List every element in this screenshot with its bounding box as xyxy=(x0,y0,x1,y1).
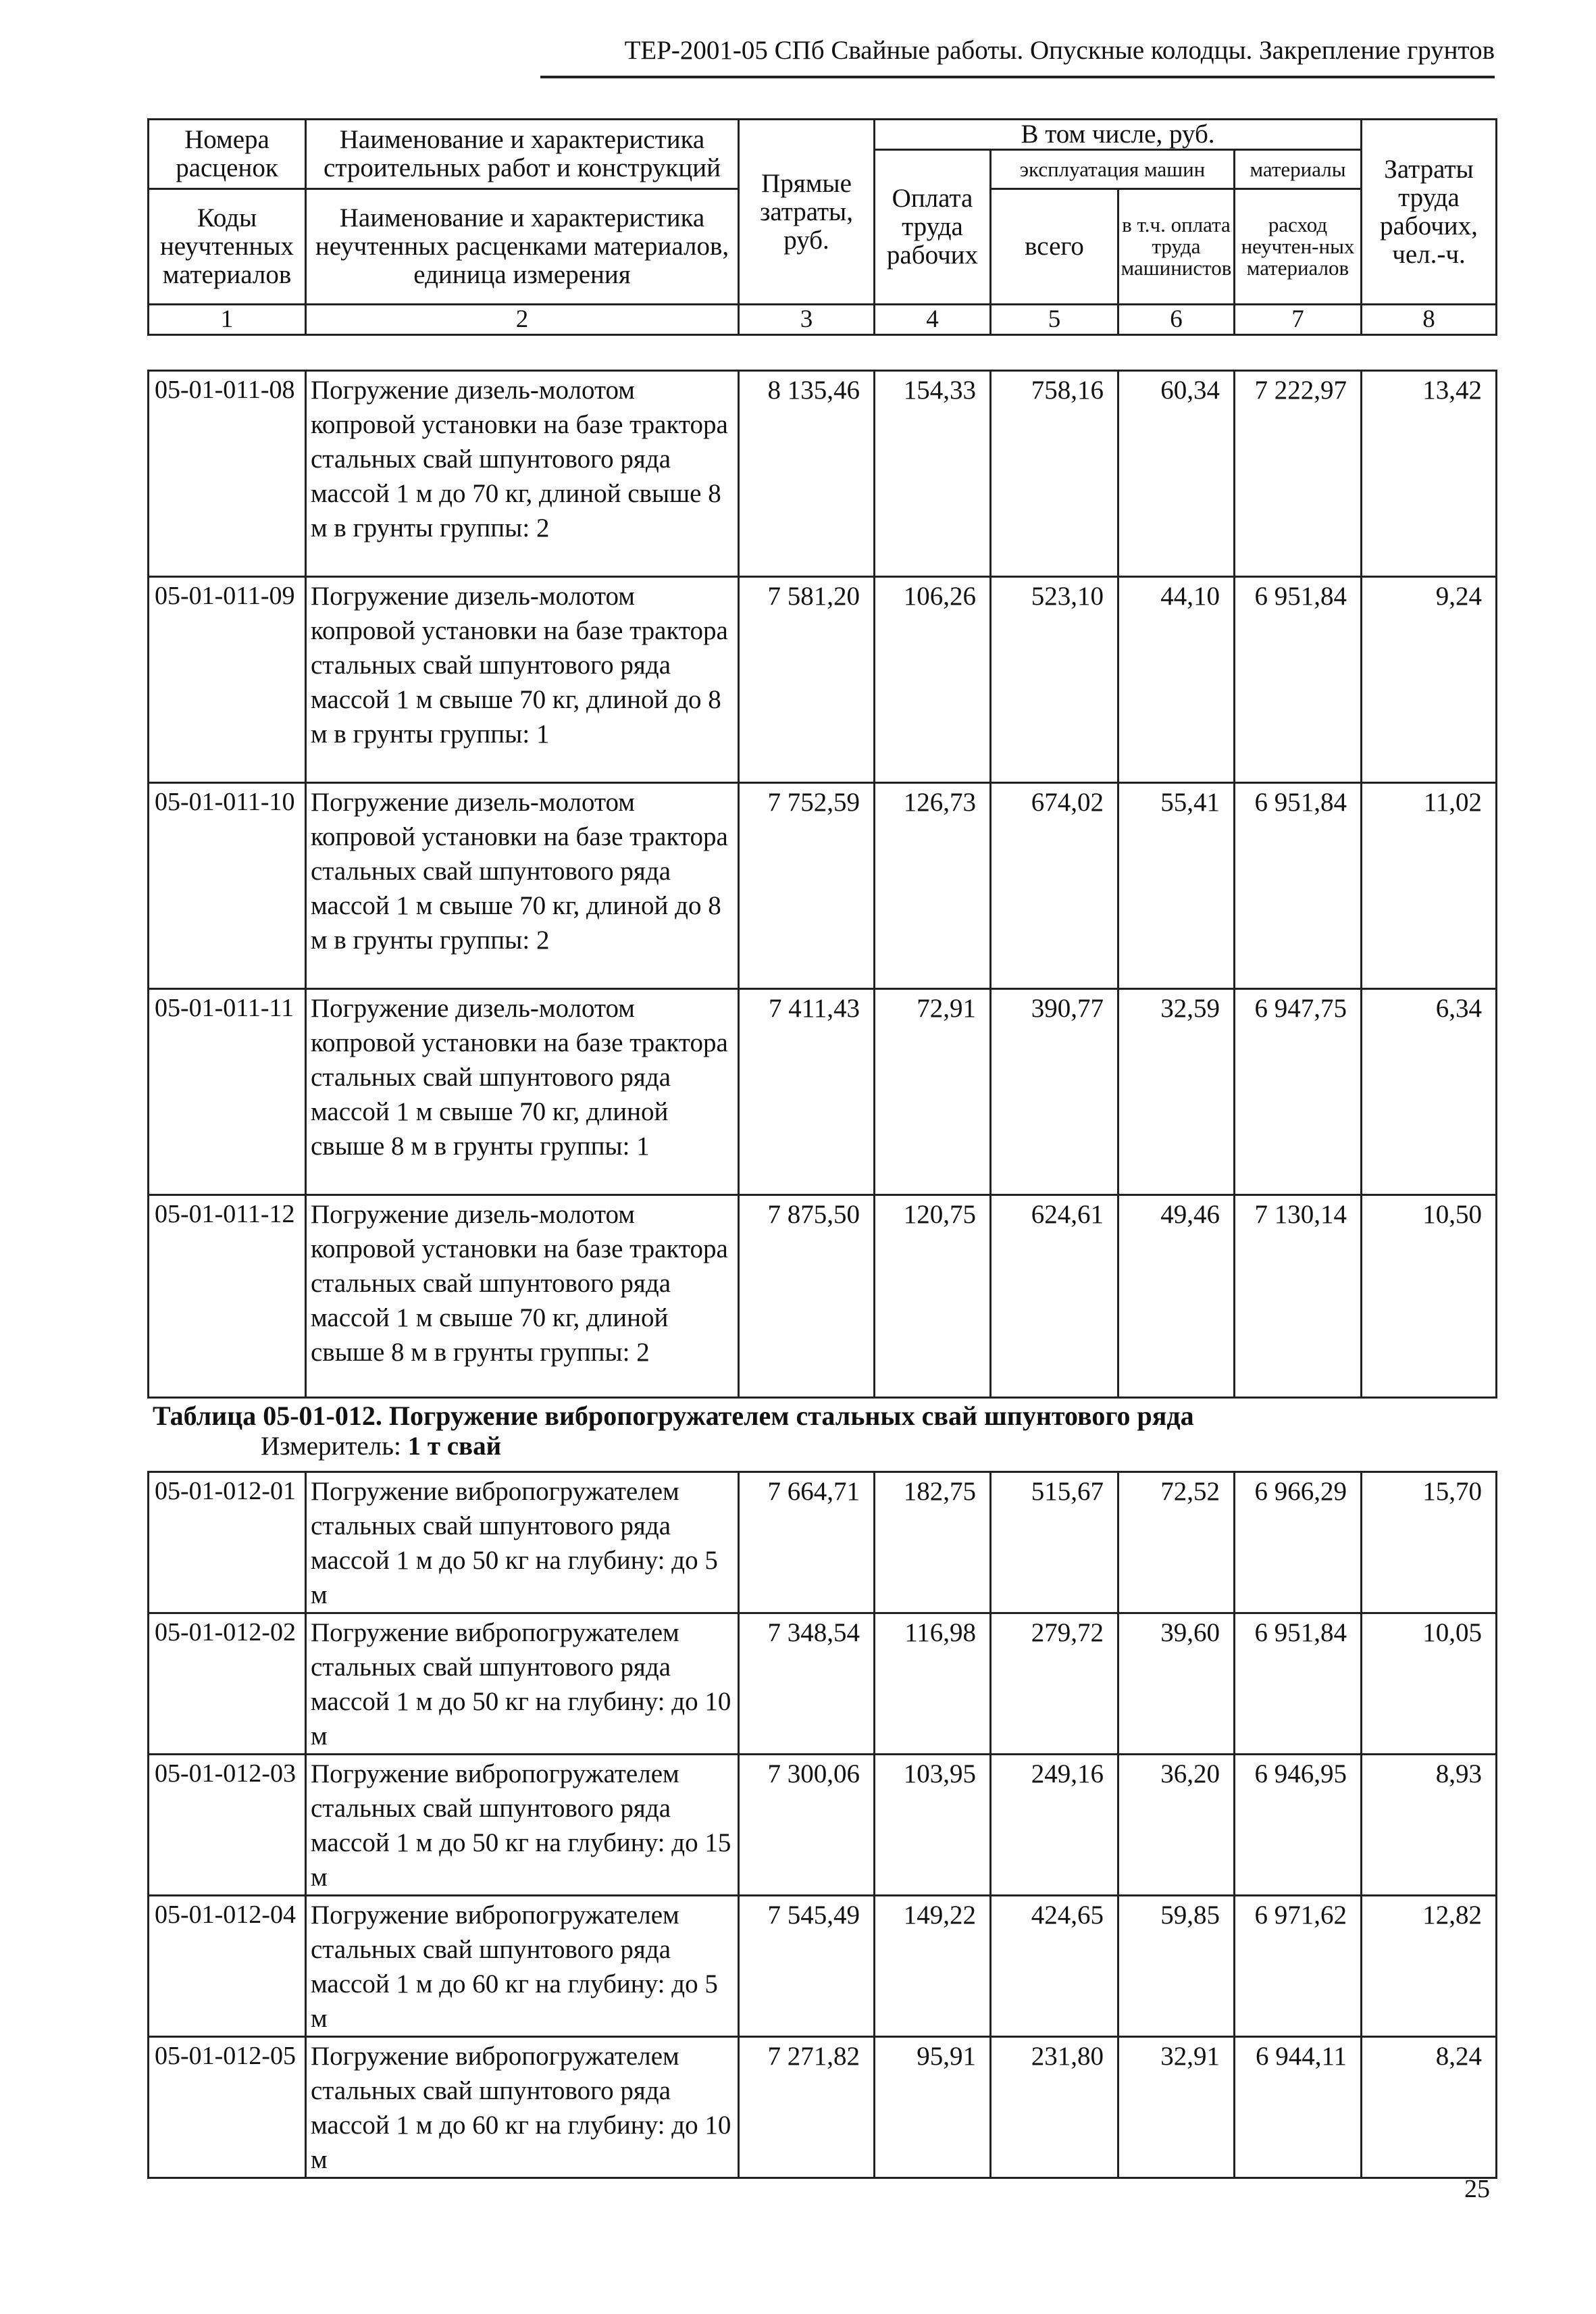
table-row xyxy=(149,989,1497,1195)
labor-cost: 182,75 xyxy=(875,1472,991,1613)
labor-hours: 10,50 xyxy=(1362,1195,1497,1398)
table-row xyxy=(149,1896,1497,2037)
table-row xyxy=(149,2037,1497,2178)
materials-header: материалы xyxy=(1235,150,1362,189)
unit-value: 1 т свай xyxy=(407,1432,502,1461)
work-description: Погружение вибропогружателем стальных свай шпунтового ряда массой 1 м до 60 кг на глубину: до 5 м xyxy=(306,1896,739,2037)
machinist-labor-cost: 60,34 xyxy=(1118,371,1235,577)
direct-costs: 8 135,46 xyxy=(739,371,875,577)
materials-cost: 6 951,84 xyxy=(1235,1613,1362,1755)
machine-cost-total: 523,10 xyxy=(991,577,1118,783)
materials-cost: 6 951,84 xyxy=(1235,577,1362,783)
col4-header: Оплата труда рабочих xyxy=(875,150,991,305)
materials-cost: 6 944,11 xyxy=(1235,2037,1362,2178)
rate-code: 05-01-011-10 xyxy=(149,783,306,989)
machines-header: эксплуатация машин xyxy=(991,150,1235,189)
machine-cost-total: 674,02 xyxy=(991,783,1118,989)
pile-table-012 xyxy=(147,1471,1497,2179)
work-description: Погружение дизель-молотом копровой установки на базе трактора стальных свай шпунтового ряда массой 1 м свыше 70 кг, длиной до 8 м в грунты группы: 2 xyxy=(306,783,739,989)
work-description: Погружение вибропогружателем стальных свай шпунтового ряда массой 1 м до 60 кг на глубину: до 10 м xyxy=(306,2037,739,2178)
labor-hours: 10,05 xyxy=(1362,1613,1497,1755)
col-number: 3 xyxy=(739,305,875,335)
machine-cost-total: 424,65 xyxy=(991,1896,1118,2037)
machinist-labor-cost: 39,60 xyxy=(1118,1613,1235,1755)
rate-code: 05-01-011-12 xyxy=(149,1195,306,1398)
page-number: 25 xyxy=(1464,2175,1490,2203)
header-rule xyxy=(540,76,1495,78)
materials-cost: 6 946,95 xyxy=(1235,1755,1362,1896)
unit-label: Измеритель: xyxy=(261,1432,401,1461)
table-row xyxy=(149,1472,1497,1613)
machinist-labor-cost: 44,10 xyxy=(1118,577,1235,783)
rate-code: 05-01-012-03 xyxy=(149,1755,306,1896)
materials-cost: 7 222,97 xyxy=(1235,371,1362,577)
direct-costs: 7 411,43 xyxy=(739,989,875,1195)
labor-cost: 120,75 xyxy=(875,1195,991,1398)
work-description: Погружение дизель-молотом копровой установки на базе трактора стальных свай шпунтового ряда массой 1 м свыше 70 кг, длиной до 8 м в грунты группы: 1 xyxy=(306,577,739,783)
col2-top: Наименование и характеристика строительных работ и конструкций xyxy=(306,120,739,189)
table-row xyxy=(149,1613,1497,1755)
materials-cost: 6 951,84 xyxy=(1235,783,1362,989)
work-description: Погружение дизель-молотом копровой установки на базе трактора стальных свай шпунтового ряда массой 1 м свыше 70 кг, длиной свыше 8 м в грунты группы: 1 xyxy=(306,989,739,1195)
table-row xyxy=(149,371,1497,577)
group-header: В том числе, руб. xyxy=(875,120,1362,150)
table-row xyxy=(149,1195,1497,1398)
direct-costs: 7 300,06 xyxy=(739,1755,875,1896)
direct-costs: 7 545,49 xyxy=(739,1896,875,2037)
col3-header: Прямые затраты, руб. xyxy=(739,120,875,305)
machine-cost-total: 758,16 xyxy=(991,371,1118,577)
col-number: 8 xyxy=(1362,305,1497,335)
labor-hours: 15,70 xyxy=(1362,1472,1497,1613)
machinist-labor-cost: 49,46 xyxy=(1118,1195,1235,1398)
unit-line xyxy=(261,1431,501,1461)
work-description: Погружение вибропогружателем стальных свай шпунтового ряда массой 1 м до 50 кг на глубину: до 10 м xyxy=(306,1613,739,1755)
machinist-labor-cost: 36,20 xyxy=(1118,1755,1235,1896)
rate-code: 05-01-011-09 xyxy=(149,577,306,783)
work-description: Погружение вибропогружателем стальных свай шпунтового ряда массой 1 м до 50 кг на глубину: до 5 м xyxy=(306,1472,739,1613)
machinist-labor-cost: 59,85 xyxy=(1118,1896,1235,2037)
table-row xyxy=(149,783,1497,989)
rate-code: 05-01-012-05 xyxy=(149,2037,306,2178)
col1-top: Номера расценок xyxy=(149,120,306,189)
direct-costs: 7 271,82 xyxy=(739,2037,875,2178)
col5-header: всего xyxy=(991,189,1118,305)
running-title: ТЕР-2001-05 СПб Свайные работы. Опускные колодцы. Закрепление грунтов xyxy=(624,36,1495,65)
col-number: 2 xyxy=(306,305,739,335)
labor-hours: 8,93 xyxy=(1362,1755,1497,1896)
machinist-labor-cost: 72,52 xyxy=(1118,1472,1235,1613)
direct-costs: 7 752,59 xyxy=(739,783,875,989)
work-description: Погружение дизель-молотом копровой установки на базе трактора стальных свай шпунтового ряда массой 1 м до 70 кг, длиной свыше 8 м в грунты группы: 2 xyxy=(306,371,739,577)
machinist-labor-cost: 32,59 xyxy=(1118,989,1235,1195)
labor-cost: 106,26 xyxy=(875,577,991,783)
rate-code: 05-01-012-02 xyxy=(149,1613,306,1755)
col-number: 1 xyxy=(149,305,306,335)
materials-cost: 6 971,62 xyxy=(1235,1896,1362,2037)
direct-costs: 7 875,50 xyxy=(739,1195,875,1398)
direct-costs: 7 348,54 xyxy=(739,1613,875,1755)
labor-cost: 72,91 xyxy=(875,989,991,1195)
work-description: Погружение вибропогружателем стальных свай шпунтового ряда массой 1 м до 50 кг на глубину: до 15 м xyxy=(306,1755,739,1896)
labor-hours: 8,24 xyxy=(1362,2037,1497,2178)
labor-cost: 103,95 xyxy=(875,1755,991,1896)
direct-costs: 7 664,71 xyxy=(739,1472,875,1613)
machinist-labor-cost: 55,41 xyxy=(1118,783,1235,989)
col6-header: в т.ч. оплата труда машинистов xyxy=(1118,189,1235,305)
col7-header: расход неучтен-ных материалов xyxy=(1235,189,1362,305)
labor-cost: 116,98 xyxy=(875,1613,991,1755)
col-number: 5 xyxy=(991,305,1118,335)
rate-code: 05-01-011-11 xyxy=(149,989,306,1195)
column-header-table xyxy=(147,118,1497,336)
labor-hours: 9,24 xyxy=(1362,577,1497,783)
direct-costs: 7 581,20 xyxy=(739,577,875,783)
materials-cost: 6 947,75 xyxy=(1235,989,1362,1195)
machinist-labor-cost: 32,91 xyxy=(1118,2037,1235,2178)
col1-bottom: Коды неучтенных материалов xyxy=(149,189,306,305)
machine-cost-total: 515,67 xyxy=(991,1472,1118,1613)
col-number: 4 xyxy=(875,305,991,335)
labor-hours: 12,82 xyxy=(1362,1896,1497,2037)
materials-cost: 6 966,29 xyxy=(1235,1472,1362,1613)
rate-code: 05-01-011-08 xyxy=(149,371,306,577)
rate-code: 05-01-012-01 xyxy=(149,1472,306,1613)
rate-code: 05-01-012-04 xyxy=(149,1896,306,2037)
labor-hours: 11,02 xyxy=(1362,783,1497,989)
col2-bottom: Наименование и характеристика неучтенных расценками материалов, единица измерения xyxy=(306,189,739,305)
col-number: 7 xyxy=(1235,305,1362,335)
col8-header: Затраты труда рабочих, чел.-ч. xyxy=(1362,120,1497,305)
table-row xyxy=(149,1755,1497,1896)
materials-cost: 7 130,14 xyxy=(1235,1195,1362,1398)
machine-cost-total: 279,72 xyxy=(991,1613,1118,1755)
col-number: 6 xyxy=(1118,305,1235,335)
pile-table-011 xyxy=(147,370,1497,1399)
work-description: Погружение дизель-молотом копровой установки на базе трактора стальных свай шпунтового ряда массой 1 м свыше 70 кг, длиной свыше 8 м в грунты группы: 2 xyxy=(306,1195,739,1398)
labor-cost: 149,22 xyxy=(875,1896,991,2037)
labor-hours: 13,42 xyxy=(1362,371,1497,577)
labor-hours: 6,34 xyxy=(1362,989,1497,1195)
table-title: Таблица 05-01-012. Погружение вибропогружателем стальных свай шпунтового ряда xyxy=(153,1401,1194,1431)
table-row xyxy=(149,577,1497,783)
machine-cost-total: 249,16 xyxy=(991,1755,1118,1896)
column-numbers-row xyxy=(149,305,1497,335)
labor-cost: 126,73 xyxy=(875,783,991,989)
machine-cost-total: 390,77 xyxy=(991,989,1118,1195)
machine-cost-total: 624,61 xyxy=(991,1195,1118,1398)
machine-cost-total: 231,80 xyxy=(991,2037,1118,2178)
labor-cost: 154,33 xyxy=(875,371,991,577)
labor-cost: 95,91 xyxy=(875,2037,991,2178)
